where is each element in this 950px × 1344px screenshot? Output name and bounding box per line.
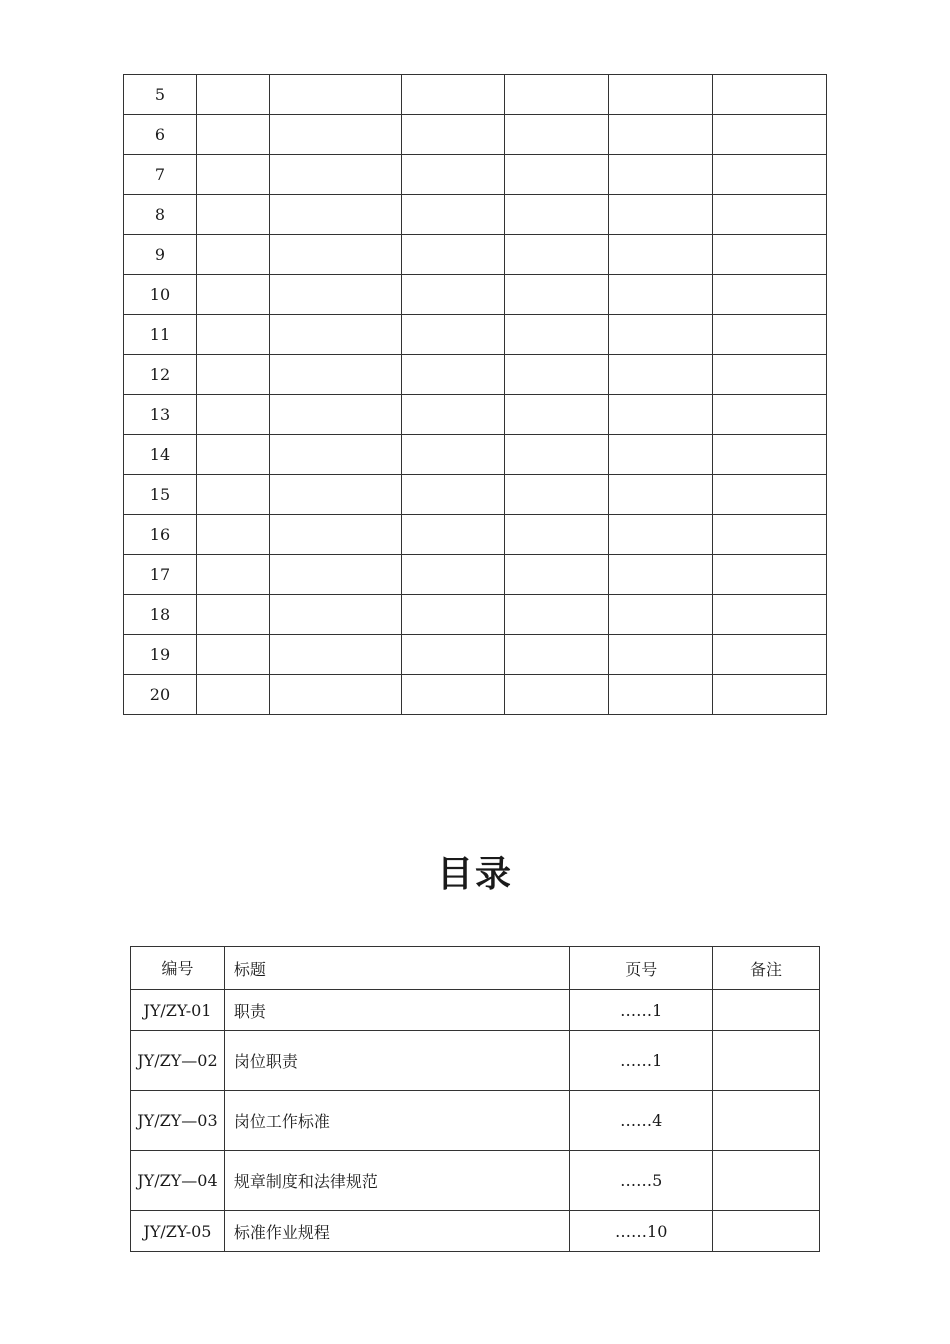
record-row-cell bbox=[505, 155, 609, 195]
record-row-cell bbox=[196, 155, 269, 195]
record-row-cell bbox=[196, 355, 269, 395]
record-row-cell bbox=[269, 155, 401, 195]
record-row bbox=[124, 555, 827, 595]
record-row-cell bbox=[196, 595, 269, 635]
record-row-cell bbox=[713, 515, 827, 555]
record-row-cell bbox=[269, 355, 401, 395]
record-row-number: 10 bbox=[124, 275, 197, 315]
record-row bbox=[124, 675, 827, 715]
record-row-number: 11 bbox=[124, 315, 197, 355]
record-row-number: 7 bbox=[124, 155, 197, 195]
record-row-cell bbox=[196, 235, 269, 275]
record-row-cell bbox=[505, 435, 609, 475]
record-row-cell bbox=[713, 315, 827, 355]
toc-row-number: JY/ZY—03 bbox=[131, 1091, 225, 1151]
toc-row-title: 岗位职责 bbox=[224, 1031, 569, 1091]
record-row-number: 20 bbox=[124, 675, 197, 715]
toc-row-note bbox=[713, 1151, 820, 1211]
record-row-cell bbox=[713, 75, 827, 115]
record-row-cell bbox=[269, 275, 401, 315]
record-row-cell bbox=[713, 435, 827, 475]
record-row bbox=[124, 155, 827, 195]
toc-row-title: 规章制度和法律规范 bbox=[224, 1151, 569, 1211]
record-row bbox=[124, 635, 827, 675]
record-row-cell bbox=[609, 675, 713, 715]
record-row-cell bbox=[401, 235, 505, 275]
record-row-number: 6 bbox=[124, 115, 197, 155]
record-row bbox=[124, 475, 827, 515]
record-row-number: 18 bbox=[124, 595, 197, 635]
record-row-cell bbox=[609, 155, 713, 195]
record-row-cell bbox=[401, 315, 505, 355]
record-row-cell bbox=[269, 595, 401, 635]
record-row-cell bbox=[401, 635, 505, 675]
record-row-cell bbox=[505, 675, 609, 715]
record-row-cell bbox=[713, 555, 827, 595]
record-row-cell bbox=[196, 475, 269, 515]
toc-row-note bbox=[713, 1211, 820, 1252]
toc-row-page: ……1 bbox=[570, 1031, 713, 1091]
record-row-cell bbox=[713, 595, 827, 635]
record-row-cell bbox=[401, 275, 505, 315]
record-row-cell bbox=[196, 75, 269, 115]
record-row-cell bbox=[269, 555, 401, 595]
record-row-cell bbox=[609, 315, 713, 355]
record-row-cell bbox=[196, 635, 269, 675]
toc-row-number: JY/ZY-01 bbox=[131, 990, 225, 1031]
record-row bbox=[124, 195, 827, 235]
record-row-cell bbox=[609, 235, 713, 275]
record-row bbox=[124, 275, 827, 315]
toc-row-note bbox=[713, 990, 820, 1031]
record-row-cell bbox=[713, 475, 827, 515]
record-row bbox=[124, 435, 827, 475]
record-row bbox=[124, 235, 827, 275]
record-row-cell bbox=[196, 395, 269, 435]
toc-row-note bbox=[713, 1091, 820, 1151]
toc-row-page: ……1 bbox=[570, 990, 713, 1031]
record-row-cell bbox=[713, 675, 827, 715]
toc-row-page: ……4 bbox=[570, 1091, 713, 1151]
record-row-cell bbox=[401, 155, 505, 195]
record-row-number: 14 bbox=[124, 435, 197, 475]
toc-row-number: JY/ZY-05 bbox=[131, 1211, 225, 1252]
record-row bbox=[124, 315, 827, 355]
toc-row-page: ……5 bbox=[570, 1151, 713, 1211]
record-row-cell bbox=[196, 555, 269, 595]
record-row-cell bbox=[401, 75, 505, 115]
record-row-cell bbox=[269, 195, 401, 235]
toc-row bbox=[131, 1031, 820, 1091]
toc-row bbox=[131, 1211, 820, 1252]
record-row-number: 16 bbox=[124, 515, 197, 555]
record-row-cell bbox=[713, 115, 827, 155]
record-row bbox=[124, 75, 827, 115]
record-row-cell bbox=[713, 155, 827, 195]
record-row-cell bbox=[505, 355, 609, 395]
record-row bbox=[124, 595, 827, 635]
record-row-cell bbox=[505, 475, 609, 515]
record-row-cell bbox=[609, 635, 713, 675]
record-row-cell bbox=[269, 115, 401, 155]
record-row-cell bbox=[269, 435, 401, 475]
toc-table bbox=[130, 946, 820, 1252]
record-row-number: 12 bbox=[124, 355, 197, 395]
record-row-cell bbox=[505, 275, 609, 315]
record-row-cell bbox=[401, 115, 505, 155]
record-row-number: 5 bbox=[124, 75, 197, 115]
record-row-cell bbox=[609, 355, 713, 395]
record-row-cell bbox=[713, 355, 827, 395]
record-row-cell bbox=[401, 675, 505, 715]
record-row-number: 8 bbox=[124, 195, 197, 235]
record-row-cell bbox=[401, 355, 505, 395]
record-row-cell bbox=[713, 195, 827, 235]
toc-title: 目录 bbox=[436, 854, 513, 895]
record-row-number: 9 bbox=[124, 235, 197, 275]
toc-row-title: 标准作业规程 bbox=[224, 1211, 569, 1252]
toc-row-title: 岗位工作标准 bbox=[224, 1091, 569, 1151]
record-row-number: 13 bbox=[124, 395, 197, 435]
record-row-cell bbox=[609, 515, 713, 555]
record-row-cell bbox=[713, 275, 827, 315]
toc-header-row bbox=[131, 947, 820, 990]
record-row-number: 17 bbox=[124, 555, 197, 595]
record-row-cell bbox=[269, 475, 401, 515]
record-row-cell bbox=[196, 515, 269, 555]
record-row-cell bbox=[269, 635, 401, 675]
record-row-cell bbox=[196, 435, 269, 475]
record-row-cell bbox=[196, 115, 269, 155]
record-row-cell bbox=[609, 115, 713, 155]
record-row-cell bbox=[196, 675, 269, 715]
toc-row-note bbox=[713, 1031, 820, 1091]
record-row-cell bbox=[401, 555, 505, 595]
record-row-cell bbox=[401, 195, 505, 235]
toc-header-number: 编号 bbox=[131, 947, 225, 990]
toc-row bbox=[131, 990, 820, 1031]
record-row bbox=[124, 395, 827, 435]
toc-row-number: JY/ZY—04 bbox=[131, 1151, 225, 1211]
record-row-cell bbox=[609, 195, 713, 235]
record-row-cell bbox=[505, 395, 609, 435]
record-row bbox=[124, 515, 827, 555]
record-row-cell bbox=[269, 395, 401, 435]
record-row-cell bbox=[269, 315, 401, 355]
record-row-cell bbox=[505, 75, 609, 115]
record-row-cell bbox=[196, 275, 269, 315]
toc-row-page: ……10 bbox=[570, 1211, 713, 1252]
record-row-cell bbox=[196, 315, 269, 355]
record-table-body bbox=[124, 75, 827, 715]
record-row-cell bbox=[505, 635, 609, 675]
record-row-cell bbox=[609, 395, 713, 435]
record-table bbox=[123, 74, 827, 715]
record-row-cell bbox=[269, 515, 401, 555]
record-row-cell bbox=[505, 555, 609, 595]
record-row-cell bbox=[196, 195, 269, 235]
record-row bbox=[124, 355, 827, 395]
record-row-cell bbox=[505, 315, 609, 355]
record-row-cell bbox=[505, 195, 609, 235]
record-row-cell bbox=[609, 275, 713, 315]
record-row-number: 19 bbox=[124, 635, 197, 675]
toc-row-title: 职责 bbox=[224, 990, 569, 1031]
record-row-cell bbox=[505, 235, 609, 275]
record-row bbox=[124, 115, 827, 155]
record-row-cell bbox=[609, 555, 713, 595]
toc-header-note: 备注 bbox=[713, 947, 820, 990]
record-row-cell bbox=[269, 75, 401, 115]
record-row-cell bbox=[609, 595, 713, 635]
record-row-number: 15 bbox=[124, 475, 197, 515]
record-row-cell bbox=[269, 235, 401, 275]
record-row-cell bbox=[609, 75, 713, 115]
record-row-cell bbox=[505, 595, 609, 635]
record-row-cell bbox=[401, 595, 505, 635]
toc-row bbox=[131, 1091, 820, 1151]
toc-row-number: JY/ZY—02 bbox=[131, 1031, 225, 1091]
record-row-cell bbox=[609, 475, 713, 515]
record-row-cell bbox=[713, 635, 827, 675]
record-row-cell bbox=[713, 235, 827, 275]
record-row-cell bbox=[401, 475, 505, 515]
record-row-cell bbox=[505, 515, 609, 555]
record-row-cell bbox=[505, 115, 609, 155]
toc-header-title: 标题 bbox=[224, 947, 569, 990]
record-row-cell bbox=[401, 435, 505, 475]
record-row-cell bbox=[269, 675, 401, 715]
record-row-cell bbox=[713, 395, 827, 435]
record-row-cell bbox=[609, 435, 713, 475]
toc-row bbox=[131, 1151, 820, 1211]
record-row-cell bbox=[401, 395, 505, 435]
record-row-cell bbox=[401, 515, 505, 555]
toc-header-page: 页号 bbox=[570, 947, 713, 990]
